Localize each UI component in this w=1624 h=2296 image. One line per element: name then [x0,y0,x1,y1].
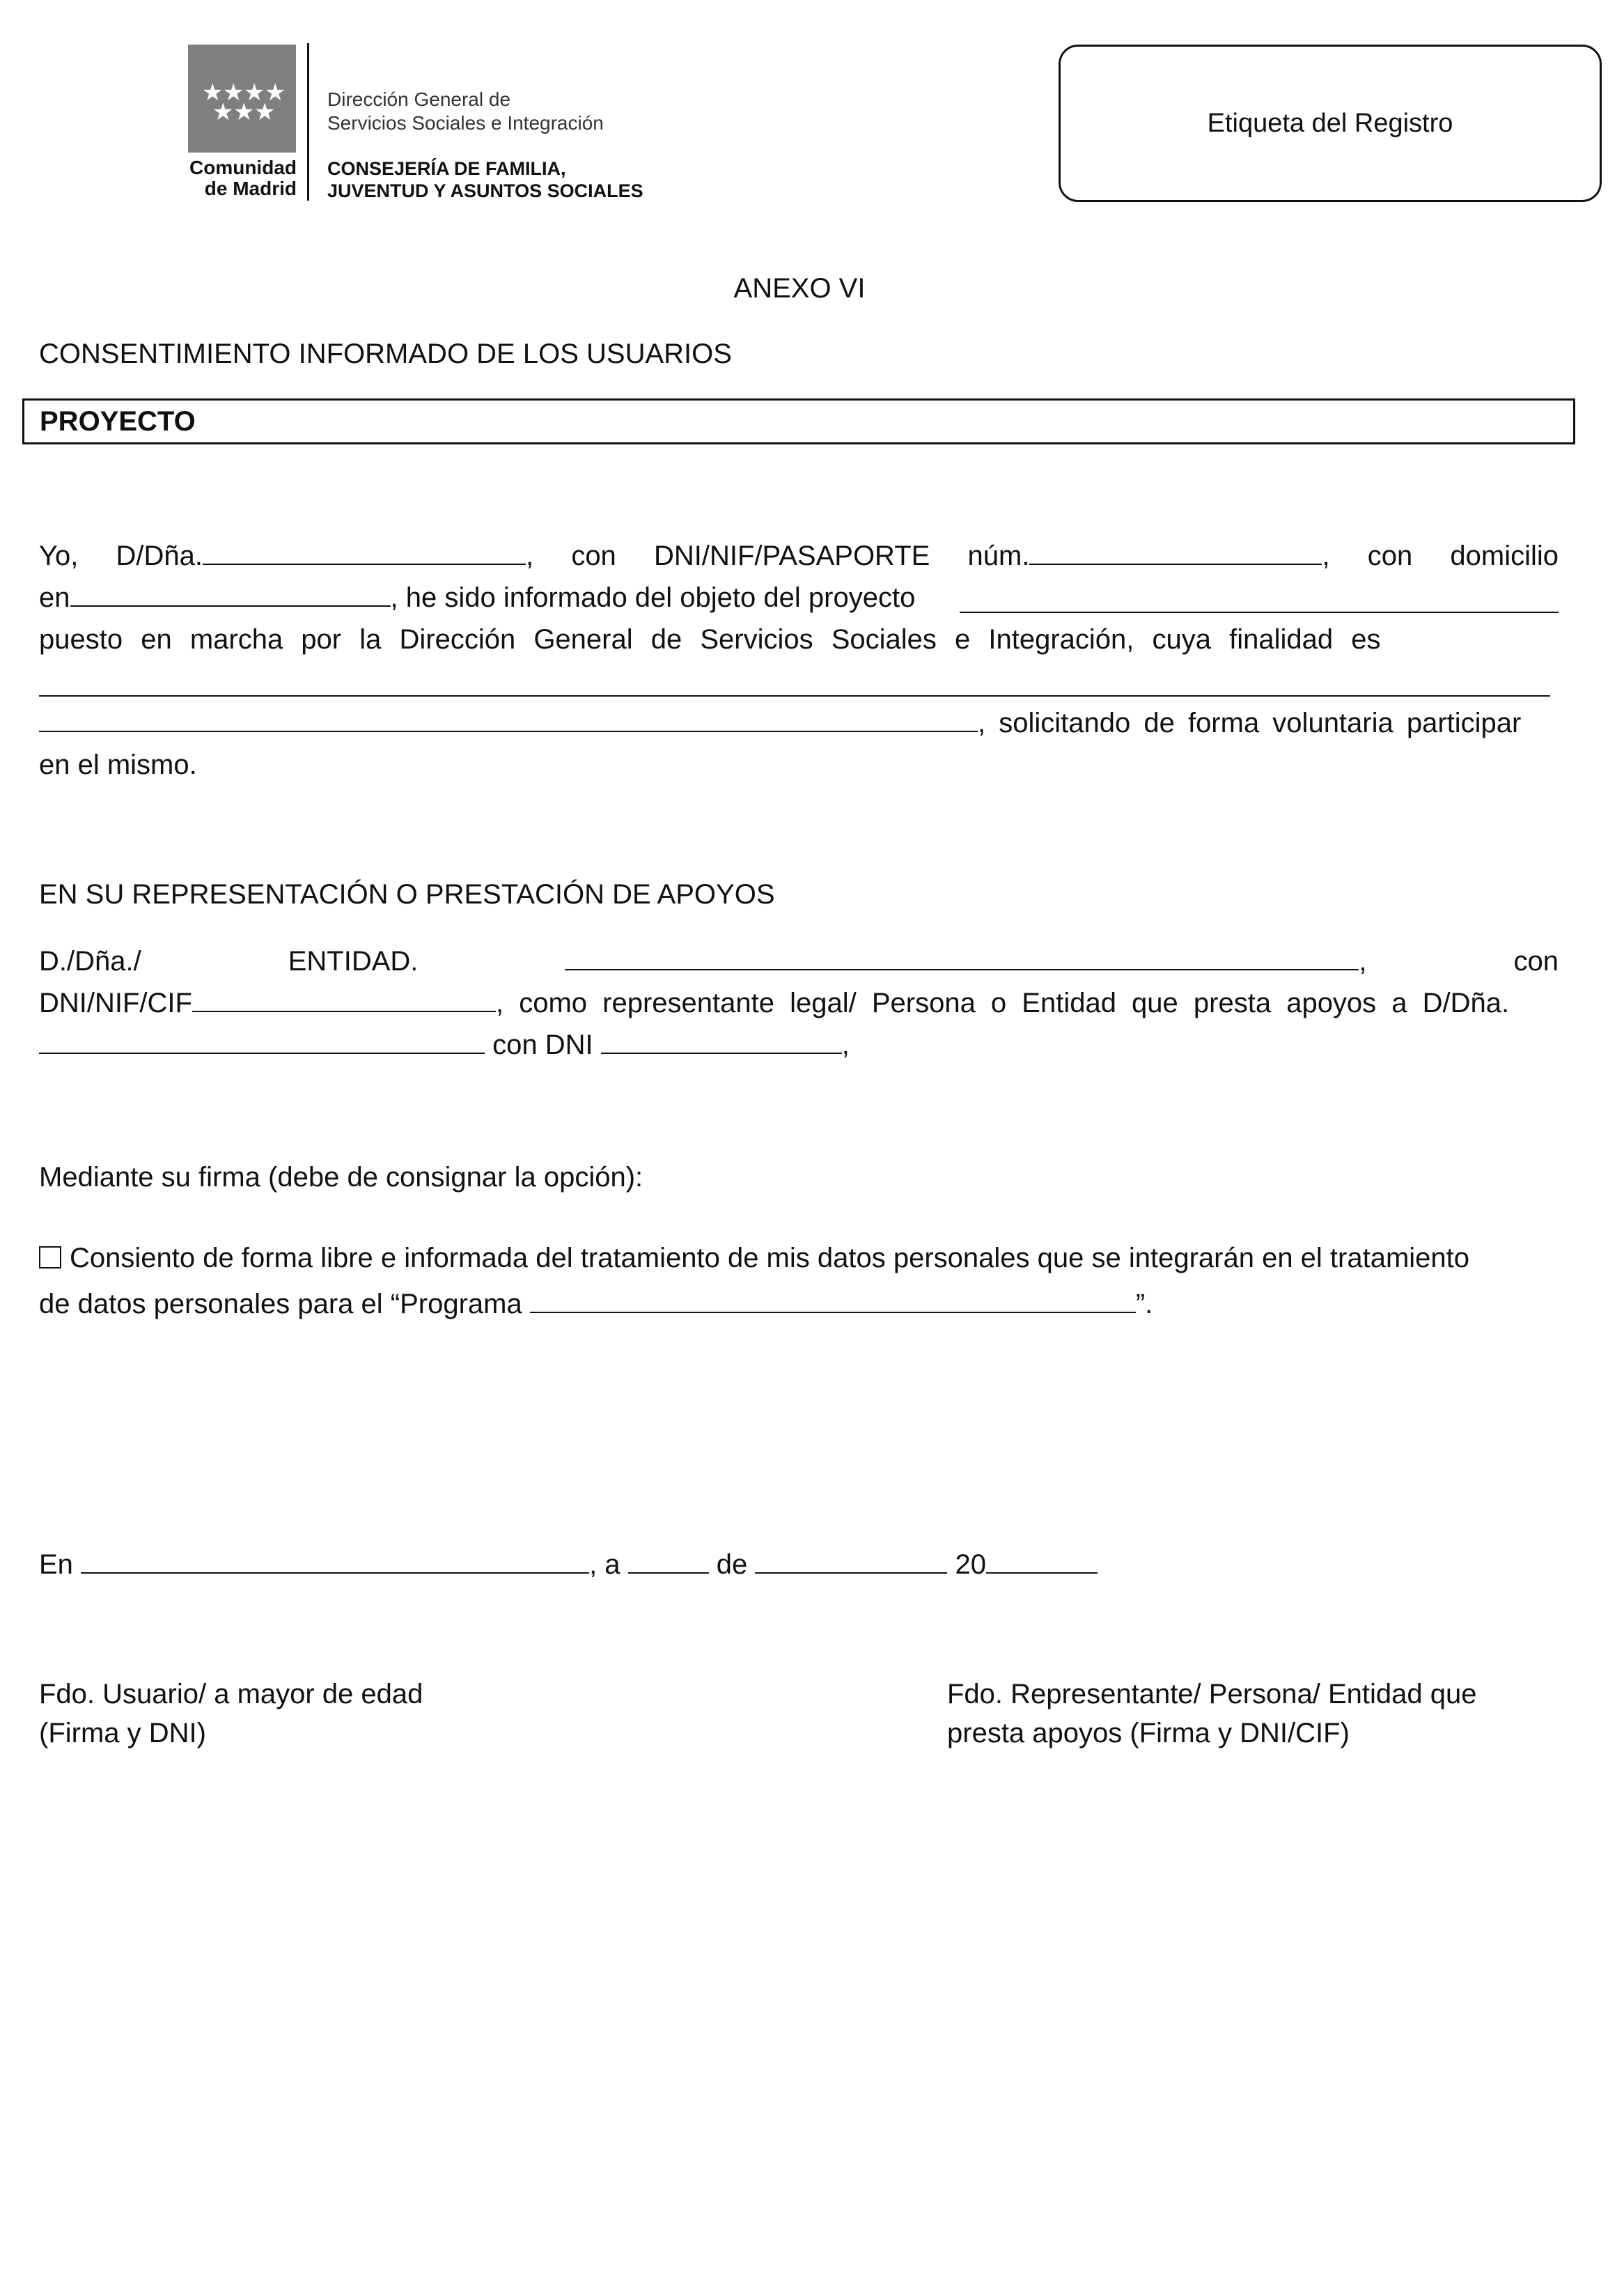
registry-label: Etiqueta del Registro [1207,108,1453,138]
user-signature-note: (Firma y DNI) [39,1718,206,1748]
comunidad-madrid-logo [188,45,296,153]
registry-label-box [1059,45,1602,202]
user-signature-label: Fdo. Usuario/ a mayor de edad [39,1679,423,1709]
num-text: núm. [967,541,1030,571]
star-icon: ★ [244,79,265,107]
representation-line-3 [39,1024,1559,1066]
en-el-mismo-text: en el mismo. [39,750,197,780]
comma-text: , [526,541,534,571]
year-prefix: 20 [955,1549,987,1580]
date-line [39,1544,1559,1585]
day-field[interactable] [628,1544,709,1574]
participant-line-1 [39,535,1559,577]
con-dni-text: con DNI [492,1030,593,1060]
informado-text: , he sido informado del objeto del proyecto [390,582,916,613]
star-icon: ★ [265,79,286,107]
participant-line-6 [39,744,1559,786]
con-text: con [1513,946,1559,977]
representation-line-2 [39,982,1559,1024]
entidad-text: ENTIDAD. [288,946,419,977]
domicilio-text: domicilio [1450,541,1559,571]
con-text: con [1367,541,1413,571]
a-text: , a [589,1549,620,1580]
participant-line-2 [39,577,1559,619]
representative-signature-note: presta apoyos (Firma y DNI/CIF) [947,1718,1350,1748]
comma-text: , [841,1030,850,1060]
page-title: ANEXO VI [733,273,866,304]
dni-number-field[interactable] [1029,536,1322,565]
programa-field[interactable] [530,1284,1136,1313]
dona-text: D/Dña. [116,541,203,571]
star-icon: ★ [202,79,224,107]
project-label: PROYECTO [40,406,196,437]
puesto-text: puesto en marcha por la Dirección General de Servicios Sociales e Integración, cuya finalidad es [39,624,1381,655]
logo-ministry: CONSEJERÍA DE FAMILIA, JUVENTUD Y ASUNTOS SOCIALES [327,158,643,201]
logo-org-name: Comunidad de Madrid [189,157,297,199]
representation-heading: EN SU REPRESENTACIÓN O PRESTACIÓN DE APOYOS [39,879,775,910]
logo-department: Dirección General de Servicios Sociales e Integración [327,88,604,134]
star-icon: ★ [223,79,244,107]
participant-line-5 [39,702,1559,744]
consent-checkbox[interactable] [39,1246,61,1269]
representative-signature-block [947,1675,1477,1753]
place-field[interactable] [81,1544,589,1574]
consent-option-line-2 [39,1283,1559,1325]
con-text: con [571,541,616,571]
cif-label: DNI/NIF/CIF [39,988,192,1018]
en-text: En [39,1549,73,1580]
purpose-field-2[interactable] [39,703,978,732]
consent-intro: Mediante su firma (debe de consignar la opción): [39,1162,643,1193]
star-icon: ★ [254,98,276,126]
de-text: de [716,1549,748,1580]
star-icon: ★ [233,98,255,126]
participant-line-3 [39,619,1559,660]
dni-label: DNI/NIF/PASAPORTE [653,541,930,571]
comma-text: , [1359,946,1367,977]
represented-dni-field[interactable] [601,1025,842,1054]
name-field[interactable] [203,536,526,565]
address-field[interactable] [70,577,391,607]
yo-text: Yo, [39,541,79,571]
comma-text: , [1322,541,1330,571]
solicitando-text: , solicitando de forma voluntaria participar [978,708,1522,738]
programa-text: de datos personales para el “Programa [39,1289,522,1319]
project-object-field[interactable] [960,584,1559,613]
project-field[interactable] [22,398,1575,444]
month-field[interactable] [755,1544,947,1574]
represented-name-field[interactable] [39,1025,485,1054]
representante-text: , como representante legal/ Persona o Entidad que presta apoyos a D/Dña. [495,988,1510,1018]
representative-signature-label: Fdo. Representante/ Persona/ Entidad que [947,1679,1477,1709]
dona-text: D./Dña./ [39,946,141,977]
star-icon: ★ [212,98,234,126]
cif-field[interactable] [192,983,496,1012]
consent-option-line-1 [39,1237,1559,1279]
purpose-field-1[interactable] [39,667,1550,697]
form-subtitle: CONSENTIMIENTO INFORMADO DE LOS USUARIOS [39,339,732,369]
user-signature-block [39,1675,423,1753]
representation-line-1 [39,940,1559,982]
year-field[interactable] [986,1544,1098,1574]
consent-option-text: Consiento de forma libre e informada del tratamiento de mis datos personales que se integrarán en el tratamiento [70,1243,1470,1273]
representative-name-field[interactable] [565,941,1359,970]
quote-end-text: ”. [1135,1289,1153,1319]
logo-divider [307,43,309,201]
en-text: en [39,582,70,613]
